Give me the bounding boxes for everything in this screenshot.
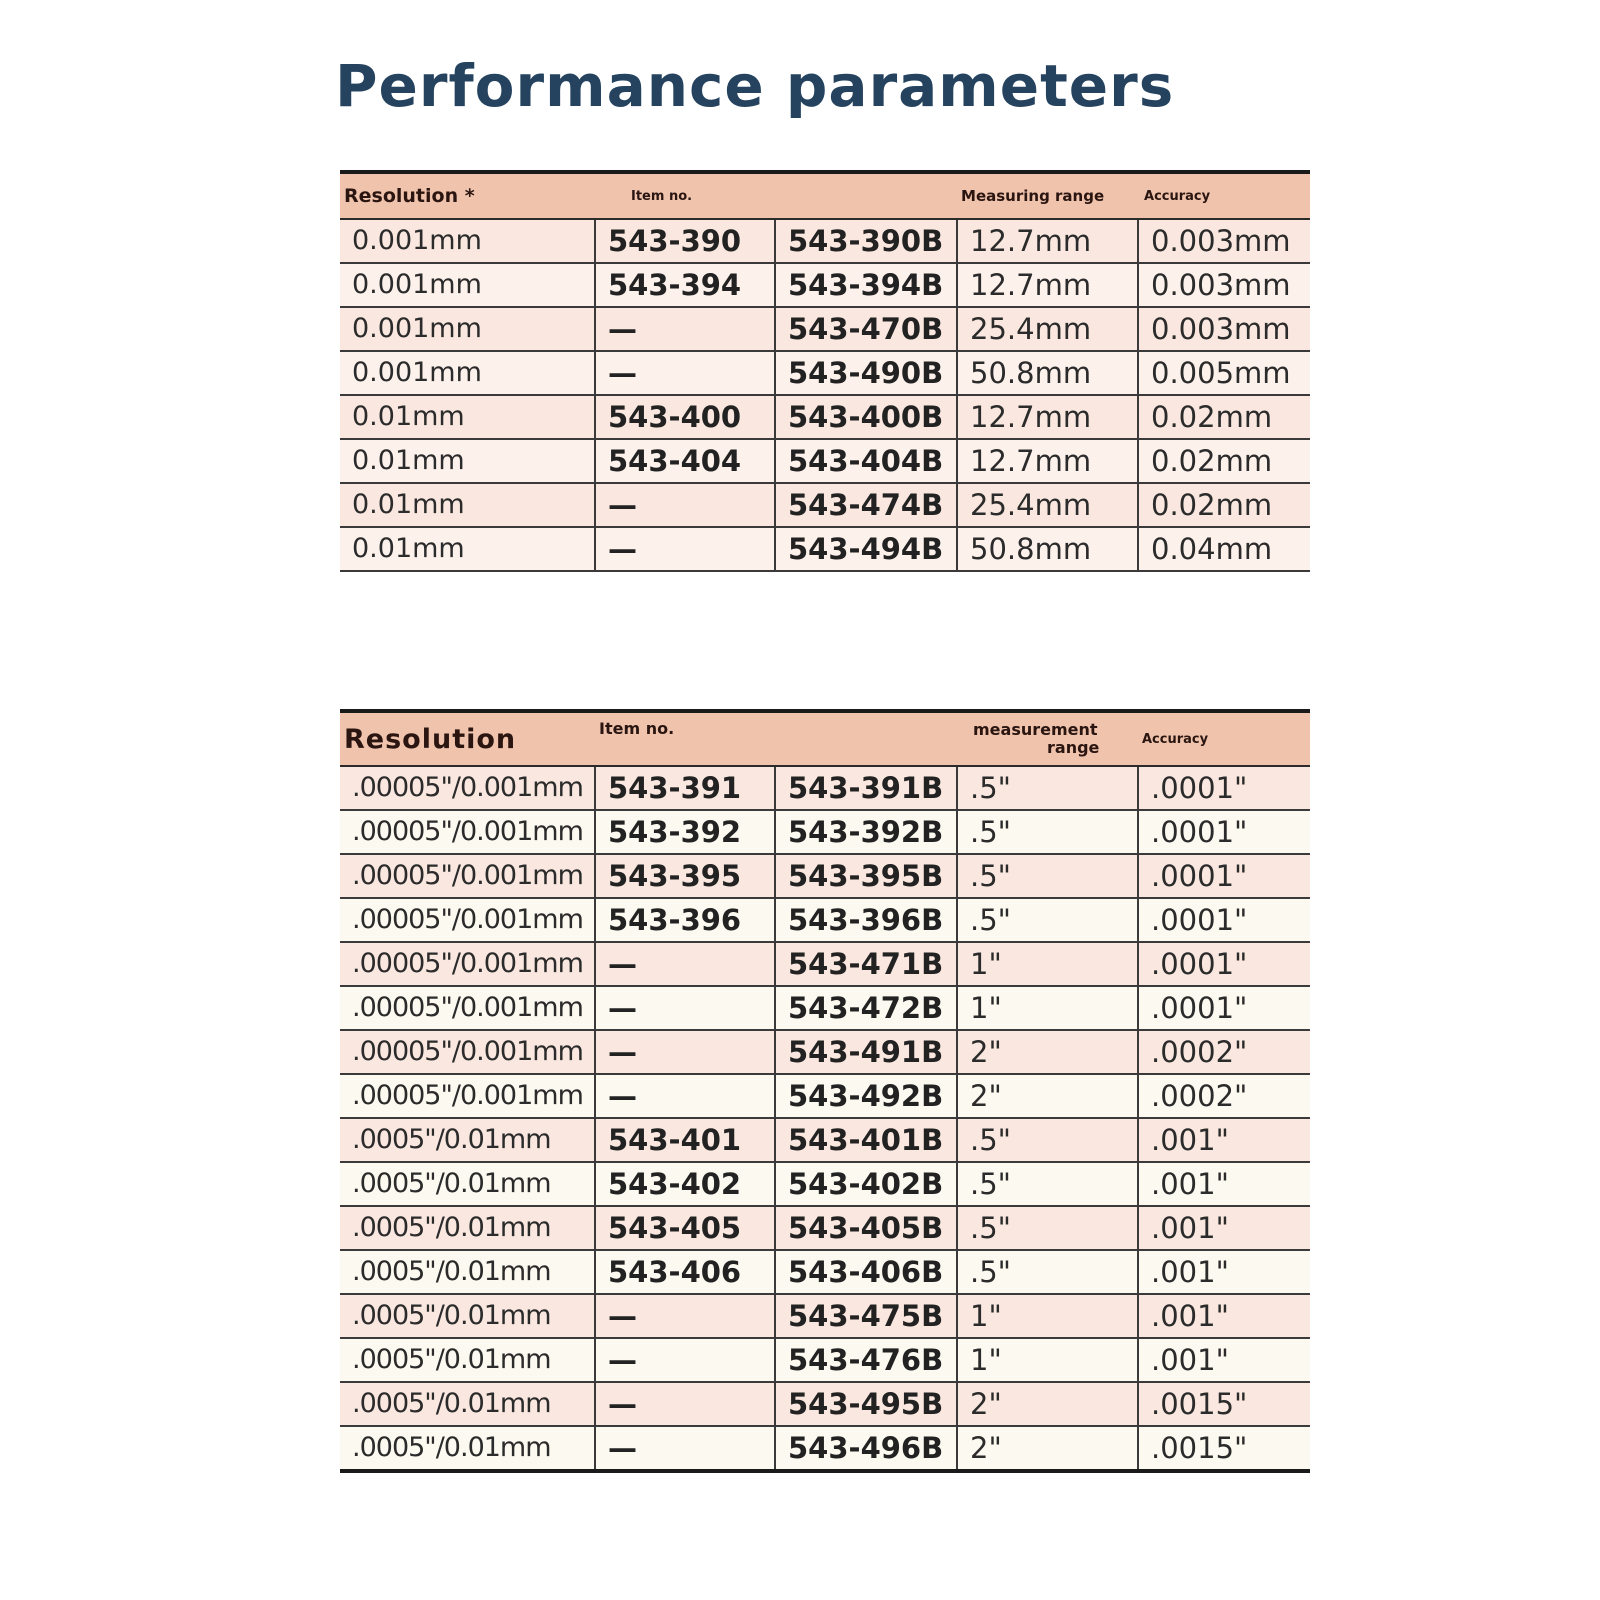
cell-accuracy: 0.005mm [1138, 351, 1310, 395]
cell-resolution: 0.01mm [340, 527, 595, 571]
cell-item-no-b: 543-391B [775, 766, 957, 810]
cell-accuracy: .0001" [1138, 986, 1310, 1030]
cell-item-no: — [595, 1074, 775, 1118]
cell-resolution: .0005"/0.01mm [340, 1250, 595, 1294]
cell-item-no-b: 543-474B [775, 483, 957, 527]
cell-item-no-b: 543-395B [775, 854, 957, 898]
cell-resolution: .00005"/0.001mm [340, 942, 595, 986]
cell-resolution: 0.01mm [340, 439, 595, 483]
table-row [340, 942, 1310, 986]
cell-item-no-b: 543-401B [775, 1118, 957, 1162]
cell-item-no: — [595, 986, 775, 1030]
cell-item-no-b: 543-475B [775, 1294, 957, 1338]
cell-resolution: .00005"/0.001mm [340, 986, 595, 1030]
cell-resolution: 0.01mm [340, 483, 595, 527]
cell-range: 2" [957, 1426, 1138, 1471]
cell-item-no: 543-404 [595, 439, 775, 483]
cell-item-no: 543-400 [595, 395, 775, 439]
cell-item-no: 543-406 [595, 1250, 775, 1294]
cell-resolution: .0005"/0.01mm [340, 1118, 595, 1162]
cell-range: 2" [957, 1030, 1138, 1074]
cell-item-no-b: 543-472B [775, 986, 957, 1030]
cell-accuracy: 0.02mm [1138, 439, 1310, 483]
cell-accuracy: .001" [1138, 1338, 1310, 1382]
cell-item-no-b: 543-495B [775, 1382, 957, 1426]
cell-resolution: 0.001mm [340, 219, 595, 263]
cell-item-no: — [595, 1030, 775, 1074]
table-row [340, 395, 1310, 439]
cell-accuracy: .0002" [1138, 1030, 1310, 1074]
inch-table-body [340, 766, 1310, 1471]
cell-range: 1" [957, 942, 1138, 986]
metric-table-body [340, 219, 1310, 571]
cell-item-no-b: 543-406B [775, 1250, 957, 1294]
cell-item-no: 543-394 [595, 263, 775, 307]
cell-accuracy: .0002" [1138, 1074, 1310, 1118]
cell-accuracy: .0015" [1138, 1426, 1310, 1471]
cell-resolution: .00005"/0.001mm [340, 1030, 595, 1074]
cell-range: 2" [957, 1382, 1138, 1426]
cell-item-no-b: 543-400B [775, 395, 957, 439]
cell-item-no: 543-390 [595, 219, 775, 263]
cell-range: .5" [957, 1118, 1138, 1162]
cell-resolution: .00005"/0.001mm [340, 898, 595, 942]
cell-resolution: .00005"/0.001mm [340, 1074, 595, 1118]
table-row [340, 439, 1310, 483]
cell-accuracy: .0001" [1138, 810, 1310, 854]
table-row [340, 1118, 1310, 1162]
cell-range: .5" [957, 766, 1138, 810]
cell-range: 12.7mm [957, 439, 1138, 483]
cell-resolution: 0.01mm [340, 395, 595, 439]
table-row [340, 1250, 1310, 1294]
table-row [340, 1426, 1310, 1471]
cell-item-no-b: 543-402B [775, 1162, 957, 1206]
cell-accuracy: .001" [1138, 1118, 1310, 1162]
cell-item-no: — [595, 483, 775, 527]
cell-item-no: 543-391 [595, 766, 775, 810]
header-item-no: Item no. [595, 172, 957, 219]
cell-item-no: 543-395 [595, 854, 775, 898]
cell-accuracy: 0.003mm [1138, 263, 1310, 307]
table-row [340, 483, 1310, 527]
page-title: Performance parameters [335, 52, 1175, 120]
cell-item-no-b: 543-492B [775, 1074, 957, 1118]
table-row [340, 351, 1310, 395]
cell-item-no: 543-402 [595, 1162, 775, 1206]
cell-accuracy: .001" [1138, 1294, 1310, 1338]
table-row [340, 1074, 1310, 1118]
cell-item-no: — [595, 1426, 775, 1471]
cell-range: 1" [957, 1294, 1138, 1338]
cell-item-no-b: 543-490B [775, 351, 957, 395]
cell-range: 25.4mm [957, 483, 1138, 527]
cell-item-no: 543-401 [595, 1118, 775, 1162]
header-accuracy: Accuracy [1138, 711, 1310, 766]
cell-range: .5" [957, 1162, 1138, 1206]
cell-range: 12.7mm [957, 263, 1138, 307]
cell-item-no: 543-396 [595, 898, 775, 942]
table-row [340, 307, 1310, 351]
cell-range: 1" [957, 986, 1138, 1030]
cell-resolution: .00005"/0.001mm [340, 810, 595, 854]
cell-resolution: .0005"/0.01mm [340, 1382, 595, 1426]
cell-item-no: — [595, 1382, 775, 1426]
cell-item-no-b: 543-476B [775, 1338, 957, 1382]
cell-resolution: .0005"/0.01mm [340, 1294, 595, 1338]
table-row [340, 898, 1310, 942]
cell-accuracy: .001" [1138, 1206, 1310, 1250]
cell-accuracy: .0001" [1138, 766, 1310, 810]
cell-resolution: .0005"/0.01mm [340, 1426, 595, 1471]
cell-range: 50.8mm [957, 351, 1138, 395]
cell-item-no-b: 543-404B [775, 439, 957, 483]
cell-item-no: — [595, 527, 775, 571]
table-header-row [340, 172, 1310, 219]
table-row [340, 766, 1310, 810]
cell-range: 50.8mm [957, 527, 1138, 571]
cell-item-no: — [595, 307, 775, 351]
table-row [340, 527, 1310, 571]
cell-item-no-b: 543-390B [775, 219, 957, 263]
cell-range: .5" [957, 898, 1138, 942]
table-header-row [340, 711, 1310, 766]
cell-accuracy: .001" [1138, 1162, 1310, 1206]
cell-accuracy: .001" [1138, 1250, 1310, 1294]
cell-range: 25.4mm [957, 307, 1138, 351]
table-row [340, 854, 1310, 898]
cell-accuracy: 0.003mm [1138, 219, 1310, 263]
header-measurement-range-line1: measurement [973, 720, 1098, 739]
cell-accuracy: .0015" [1138, 1382, 1310, 1426]
cell-range: 2" [957, 1074, 1138, 1118]
cell-accuracy: .0001" [1138, 898, 1310, 942]
cell-range: 1" [957, 1338, 1138, 1382]
cell-accuracy: 0.003mm [1138, 307, 1310, 351]
cell-item-no: — [595, 1338, 775, 1382]
inch-spec-table [340, 709, 1310, 1473]
cell-item-no-b: 543-471B [775, 942, 957, 986]
cell-range: .5" [957, 1206, 1138, 1250]
table-row [340, 219, 1310, 263]
cell-resolution: 0.001mm [340, 307, 595, 351]
cell-resolution: 0.001mm [340, 263, 595, 307]
cell-range: .5" [957, 810, 1138, 854]
cell-item-no-b: 543-392B [775, 810, 957, 854]
cell-resolution: .0005"/0.01mm [340, 1206, 595, 1250]
cell-item-no-b: 543-496B [775, 1426, 957, 1471]
cell-accuracy: .0001" [1138, 942, 1310, 986]
cell-resolution: .0005"/0.01mm [340, 1338, 595, 1382]
cell-item-no: 543-405 [595, 1206, 775, 1250]
cell-item-no-b: 543-405B [775, 1206, 957, 1250]
cell-item-no: — [595, 942, 775, 986]
cell-item-no: — [595, 1294, 775, 1338]
cell-resolution: 0.001mm [340, 351, 595, 395]
table-row [340, 1338, 1310, 1382]
table-row [340, 263, 1310, 307]
cell-resolution: .0005"/0.01mm [340, 1162, 595, 1206]
table-row [340, 1162, 1310, 1206]
table-row [340, 1030, 1310, 1074]
cell-resolution: .00005"/0.001mm [340, 854, 595, 898]
cell-item-no-b: 543-394B [775, 263, 957, 307]
table-row [340, 810, 1310, 854]
cell-item-no-b: 543-470B [775, 307, 957, 351]
table-row [340, 986, 1310, 1030]
cell-range: .5" [957, 1250, 1138, 1294]
header-resolution: Resolution * [340, 172, 595, 219]
header-measuring-range: Measuring range [957, 172, 1138, 219]
table-row [340, 1294, 1310, 1338]
header-measurement-range [957, 711, 1138, 766]
cell-accuracy: .0001" [1138, 854, 1310, 898]
metric-spec-table [340, 170, 1310, 572]
cell-item-no-b: 543-491B [775, 1030, 957, 1074]
cell-range: 12.7mm [957, 395, 1138, 439]
header-accuracy: Accuracy [1138, 172, 1310, 219]
cell-item-no: — [595, 351, 775, 395]
cell-item-no-b: 543-494B [775, 527, 957, 571]
cell-resolution: .00005"/0.001mm [340, 766, 595, 810]
table-row [340, 1382, 1310, 1426]
cell-item-no: 543-392 [595, 810, 775, 854]
cell-range: .5" [957, 854, 1138, 898]
cell-item-no-b: 543-396B [775, 898, 957, 942]
cell-accuracy: 0.04mm [1138, 527, 1310, 571]
cell-accuracy: 0.02mm [1138, 395, 1310, 439]
table-row [340, 1206, 1310, 1250]
cell-accuracy: 0.02mm [1138, 483, 1310, 527]
cell-range: 12.7mm [957, 219, 1138, 263]
header-item-no: Item no. [595, 711, 957, 766]
header-resolution: Resolution [340, 711, 595, 766]
header-measurement-range-line2: range [1047, 738, 1100, 757]
